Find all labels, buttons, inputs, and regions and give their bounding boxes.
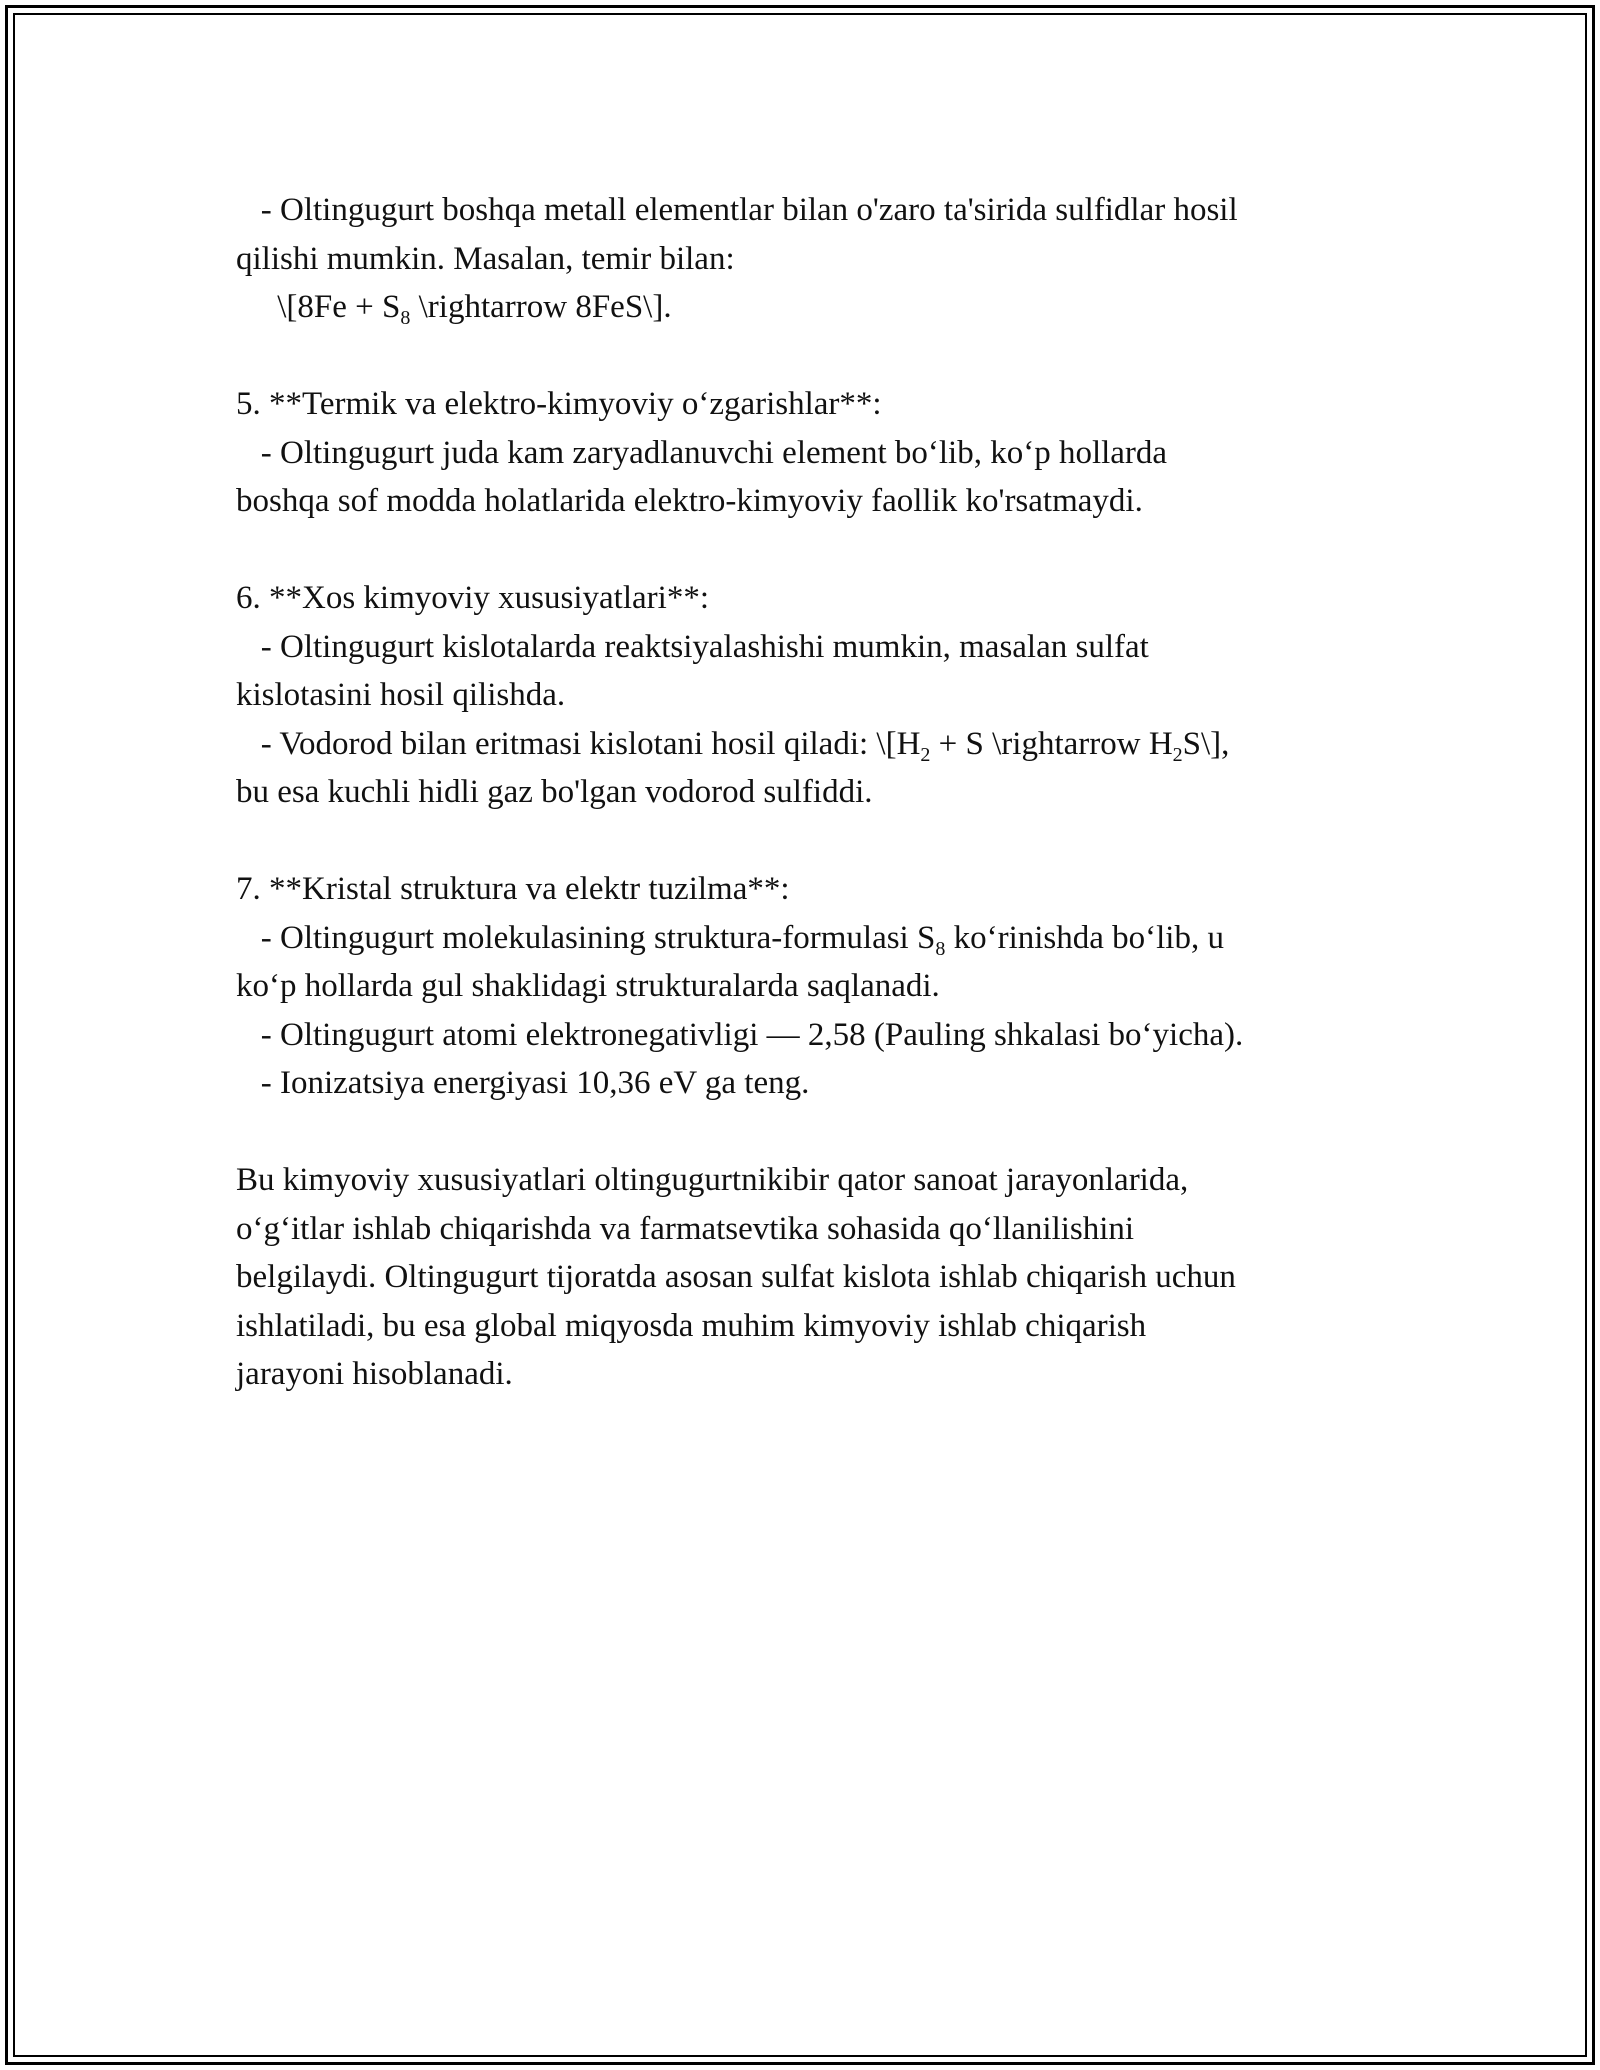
section-heading: 6. **Xos kimyoviy xususiyatlari**:	[236, 580, 709, 616]
equation-text: S\],	[1182, 725, 1230, 762]
blank-line	[236, 332, 1386, 381]
text-line: qilishi mumkin. Masalan, temir bilan:	[236, 240, 735, 277]
equation-hydrogen-sulfide	[236, 720, 1386, 769]
equation-iron-sulfide	[236, 283, 1386, 332]
text-line: o‘g‘itlar ishlab chiqarishda va farmatsevtika sohasida qo‘llanilishini	[236, 1210, 1135, 1247]
section-7	[236, 865, 1386, 1108]
subscript: 2	[920, 743, 931, 766]
section-heading: 5. **Termik va elektro-kimyoviy o‘zgarishlar**:	[236, 386, 882, 422]
paragraph-sulfides	[236, 186, 1386, 332]
text-run: ko‘rinishda bo‘lib, u	[945, 919, 1224, 956]
blank-line	[236, 1108, 1386, 1157]
text-line: - Oltingugurt atomi elektronegativligi — 2,58 (Pauling shkalasi bo‘yicha).	[236, 1016, 1244, 1053]
text-line: bu esa kuchli hidli gaz bo'lgan vodorod sulfiddi.	[236, 774, 873, 810]
blank-line	[236, 526, 1386, 575]
equation-text: \[8Fe + S	[236, 289, 401, 325]
text-line: - Ionizatsiya energiyasi 10,36 eV ga teng.	[236, 1065, 810, 1101]
text-line: Bu kimyoviy xususiyatlari oltingugurtnikibir qator sanoat jarayonlarida,	[236, 1162, 1189, 1198]
subscript: 8	[400, 307, 411, 329]
section-6	[236, 574, 1386, 817]
equation-text: \rightarrow 8FeS\].	[410, 289, 672, 325]
section-heading: 7. **Kristal struktura va elektr tuzilma**:	[236, 871, 790, 907]
subscript: 8	[935, 937, 946, 960]
text-line: ishlatiladi, bu esa global miqyosda muhim kimyoviy ishlab chiqarish	[236, 1307, 1147, 1344]
blank-line	[236, 817, 1386, 866]
text-line: jarayoni hisoblanadi.	[236, 1356, 513, 1392]
text-line: ko‘p hollarda gul shaklidagi strukturalarda saqlanadi.	[236, 968, 940, 1004]
equation-text: - Vodorod bilan eritmasi kislotani hosil qiladi: \[H	[236, 725, 921, 762]
text-line: - Oltingugurt juda kam zaryadlanuvchi element bo‘lib, ko‘p hollarda	[236, 434, 1168, 471]
section-5	[236, 380, 1386, 526]
equation-text: + S \rightarrow H	[930, 725, 1173, 762]
text-line: kislotasini hosil qilishda.	[236, 677, 566, 713]
text-line: - Oltingugurt boshqa metall elementlar bilan o'zaro ta'sirida sulfidlar hosil	[236, 192, 1238, 228]
conclusion-paragraph	[236, 1156, 1386, 1399]
subscript: 2	[1172, 743, 1183, 766]
text-line	[236, 914, 1386, 963]
text-line: belgilaydi. Oltingugurt tijoratda asosan sulfat kislota ishlab chiqarish uchun	[236, 1259, 1236, 1295]
text-run: - Oltingugurt molekulasining struktura-formulasi S	[236, 919, 936, 956]
text-line: - Oltingugurt kislotalarda reaktsiyalashishi mumkin, masalan sulfat	[236, 628, 1149, 665]
text-line: boshqa sof modda holatlarida elektro-kimyoviy faollik ko'rsatmaydi.	[236, 483, 1143, 519]
document-body	[236, 186, 1386, 1399]
